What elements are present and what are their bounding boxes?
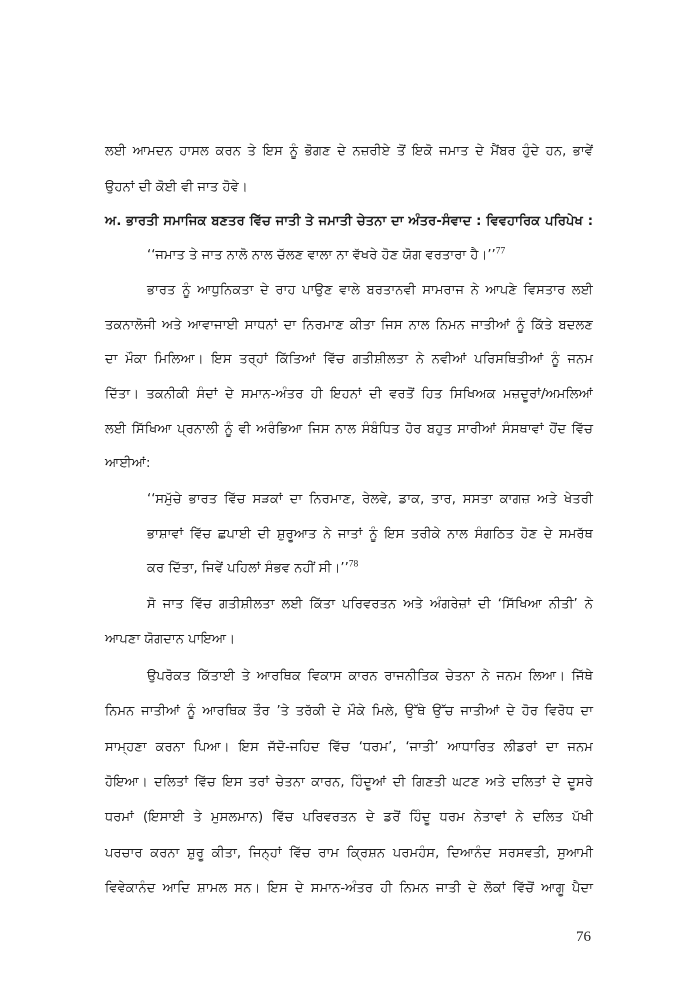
- quote-text: ‘‘ਜਮਾਤ ਤੇ ਜਾਤ ਨਾਲੋ ਨਾਲ ਚੱਲਣ ਵਾਲਾ ਨਾ ਵੱਖਰੇ ਹੋਣ ਯੋਗ ਵਰਤਾਰਾ ਹੈ।’’: [147, 248, 496, 263]
- paragraph-line: ਤਕਨਾਲੋਜੀ ਅਤੇ ਆਵਾਜਾਈ ਸਾਧਨਾਂ ਦਾ ਨਿਰਮਾਣ ਕੀਤਾ ਜਿਸ ਨਾਲ ਨਿਮਨ ਜਾਤੀਆਂ ਨੂੰ ਕਿੱਤੇ ਬਦਲਣ: [105, 318, 593, 333]
- paragraph-line: ਧਰਮਾਂ (ਇਸਾਈ ਤੇ ਮੁਸਲਮਾਨ) ਵਿੱਚ ਪਰਿਵਰਤਨ ਦੇ ਡਰੋਂ ਹਿੰਦੂ ਧਰਮ ਨੇਤਾਵਾਂ ਨੇ ਦਲਿਤ ਪੱਖੀ: [105, 810, 593, 825]
- paragraph-line: ਦਾ ਮੌਕਾ ਮਿਲਿਆ। ਇਸ ਤਰ੍ਹਾਂ ਕਿੱਤਿਆਂ ਵਿੱਚ ਗਤੀਸ਼ੀਲਤਾ ਨੇ ਨਵੀਆਂ ਪਰਿਸਥਿਤੀਆਂ ਨੂੰ ਜਨਮ: [105, 352, 593, 367]
- paragraph-line: ਹੋਇਆ। ਦਲਿਤਾਂ ਵਿੱਚ ਇਸ ਤਰਾਂ ਚੇਤਨਾ ਕਾਰਨ, ਹਿੰਦੂਆਂ ਦੀ ਗਿਣਤੀ ਘਟਣ ਅਤੇ ਦਲਿਤਾਂ ਦੇ ਦੂਸਰੇ: [105, 775, 593, 790]
- blockquote-line: ‘‘ਸਮੁੱਚੇ ਭਾਰਤ ਵਿੱਚ ਸੜਕਾਂ ਦਾ ਨਿਰਮਾਣ, ਰੇਲਵੇ, ਡਾਕ, ਤਾਰ, ਸਸਤਾ ਕਾਗਜ਼ ਅਤੇ ਖੇਤਰੀ: [147, 492, 593, 507]
- paragraph-line: ਸਾਮ੍ਹਣਾ ਕਰਨਾ ਪਿਆ। ਇਸ ਜੱਦੋ-ਜਹਿਦ ਵਿੱਚ ‘ਧਰਮ’, ‘ਜਾਤੀ’ ਆਧਾਰਿਤ ਲੀਡਰਾਂ ਦਾ ਜਨਮ: [105, 740, 593, 755]
- paragraph-line: ਦਿੱਤਾ। ਤਕਨੀਕੀ ਸੰਦਾਂ ਦੇ ਸਮਾਨ-ਅੰਤਰ ਹੀ ਇਹਨਾਂ ਦੀ ਵਰਤੋਂ ਹਿਤ ਸਿਖਿਅਕ ਮਜ਼ਦੂਰਾਂ/ਅਮਲਿਆਂ: [105, 387, 593, 402]
- paragraph-line: ਲਈ ਸਿੱਖਿਆ ਪ੍ਰਨਾਲੀ ਨੂੰ ਵੀ ਅਰੰਭਿਆ ਜਿਸ ਨਾਲ ਸੰਬੰਧਿਤ ਹੋਰ ਬਹੁਤ ਸਾਰੀਆਂ ਸੰਸਥਾਵਾਂ ਹੋਂਦ ਵਿੱਚ: [105, 422, 593, 437]
- body-text-line: ਲਈ ਆਮਦਨ ਹਾਸਲ ਕਰਨ ਤੇ ਇਸ ਨੂੰ ਭੋਗਣ ਦੇ ਨਜ਼ਰੀਏ ਤੋਂ ਇਕੋ ਜਮਾਤ ਦੇ ਮੈਂਬਰ ਹੁੰਦੇ ਹਨ, ਭਾਵੇਂ: [105, 144, 593, 159]
- blockquote-text: ਕਰ ਦਿੱਤਾ, ਜਿਵੇਂ ਪਹਿਲਾਂ ਸੰਭਵ ਨਹੀਂ ਸੀ।’’: [147, 561, 349, 576]
- body-text-line: ਉਹਨਾਂ ਦੀ ਕੋਈ ਵੀ ਜਾਤ ਹੋਵੇ।: [105, 180, 248, 195]
- footnote-marker: 78: [348, 559, 359, 570]
- footnote-marker: 77: [495, 246, 506, 257]
- paragraph-line: ਨਿਮਨ ਜਾਤੀਆਂ ਨੂੰ ਆਰਥਿਕ ਤੌਰ ’ਤੇ ਤਰੱਕੀ ਦੇ ਮੌਕੇ ਮਿਲੇ, ਉੱਥੇ ਉੱਚ ਜਾਤੀਆਂ ਦੇ ਹੋਰ ਵਿਰੋਧ ਦਾ: [105, 704, 593, 719]
- paragraph-line: ਭਾਰਤ ਨੂੰ ਆਧੁਨਿਕਤਾ ਦੇ ਰਾਹ ਪਾਉਣ ਵਾਲੇ ਬਰਤਾਨਵੀ ਸਾਮਰਾਜ ਨੇ ਆਪਣੇ ਵਿਸਤਾਰ ਲਈ: [147, 283, 593, 298]
- blockquote-line: ਭਾਸ਼ਾਵਾਂ ਵਿੱਚ ਛਪਾਈ ਦੀ ਸ਼ੁਰੂਆਤ ਨੇ ਜਾਤਾਂ ਨੂੰ ਇਸ ਤਰੀਕੇ ਨਾਲ ਸੰਗਠਿਤ ਹੋਣ ਦੇ ਸਮਰੱਥ: [147, 527, 593, 542]
- page-number: 76: [576, 929, 591, 945]
- paragraph-line: ਪਰਚਾਰ ਕਰਨਾ ਸ਼ੁਰੂ ਕੀਤਾ, ਜਿਨ੍ਹਾਂ ਵਿੱਚ ਰਾਮ ਕ੍ਰਿਸ਼ਨ ਪਰਮਹੰਸ, ਦਿਆਨੰਦ ਸਰਸਵਤੀ, ਸੁਆਮੀ: [105, 846, 593, 861]
- blockquote-line: [147, 559, 593, 579]
- paragraph-line: ਆਪਣਾ ਯੋਗਦਾਨ ਪਾਇਆ।: [105, 632, 236, 647]
- paragraph-line: ਸੋ ਜਾਤ ਵਿੱਚ ਗਤੀਸ਼ੀਲਤਾ ਲਈ ਕਿੱਤਾ ਪਰਿਵਰਤਨ ਅਤੇ ਅੰਗਰੇਜ਼ਾਂ ਦੀ ‘ਸਿੱਖਿਆ ਨੀਤੀ’ ਨੇ: [147, 597, 593, 612]
- paragraph-line: ਆਈਆਂ:: [105, 456, 151, 471]
- paragraph-line: ਉਪਰੋਕਤ ਕਿੱਤਾਈ ਤੇ ਆਰਥਿਕ ਵਿਕਾਸ ਕਾਰਨ ਰਾਜਨੀਤਿਕ ਚੇਤਨਾ ਨੇ ਜਨਮ ਲਿਆ। ਜਿੱਥੇ: [147, 669, 593, 684]
- section-heading: ਅ. ਭਾਰਤੀ ਸਮਾਜਿਕ ਬਣਤਰ ਵਿੱਚ ਜਾਤੀ ਤੇ ਜਮਾਤੀ ਚੇਤਨਾ ਦਾ ਅੰਤਰ-ਸੰਵਾਦ : ਵਿਵਹਾਰਿਕ ਪਰਿਪੇਖ :: [105, 214, 593, 229]
- paragraph-line: ਵਿਵੇਕਾਨੰਦ ਆਦਿ ਸ਼ਾਮਲ ਸਨ। ਇਸ ਦੇ ਸਮਾਨ-ਅੰਤਰ ਹੀ ਨਿਮਨ ਜਾਤੀ ਦੇ ਲੋਕਾਂ ਵਿੱਚੋਂ ਆਗੂ ਪੈਦਾ: [105, 881, 593, 896]
- quote-line: [147, 246, 505, 266]
